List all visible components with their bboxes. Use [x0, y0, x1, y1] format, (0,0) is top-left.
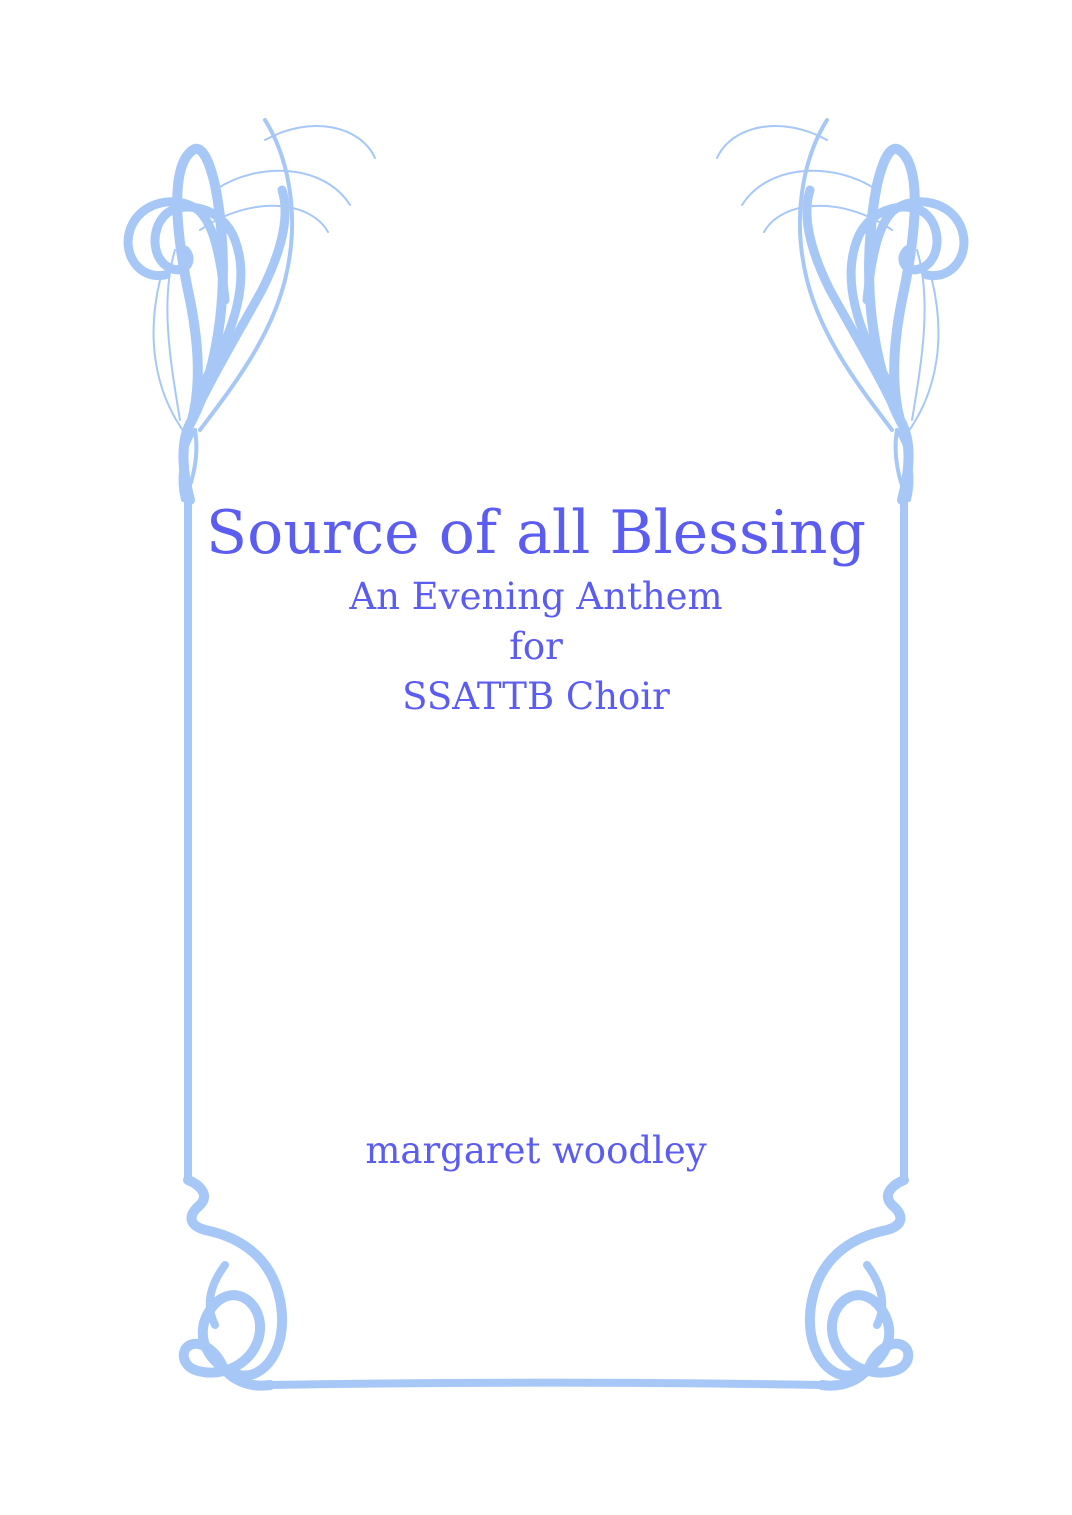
subtitle-line-2: for	[509, 625, 563, 668]
right-top-flourish	[717, 120, 964, 500]
composer-name: margaret woodley	[365, 1129, 707, 1172]
subtitle-line-1: An Evening Anthem	[349, 575, 723, 618]
bottom-rail	[270, 1383, 822, 1385]
document-title: Source of all Blessing	[206, 498, 866, 568]
right-bottom-flourish	[810, 1180, 908, 1386]
left-bottom-flourish	[184, 1180, 282, 1386]
left-top-flourish	[128, 120, 375, 500]
subtitle-line-3: SSATTB Choir	[402, 675, 670, 718]
